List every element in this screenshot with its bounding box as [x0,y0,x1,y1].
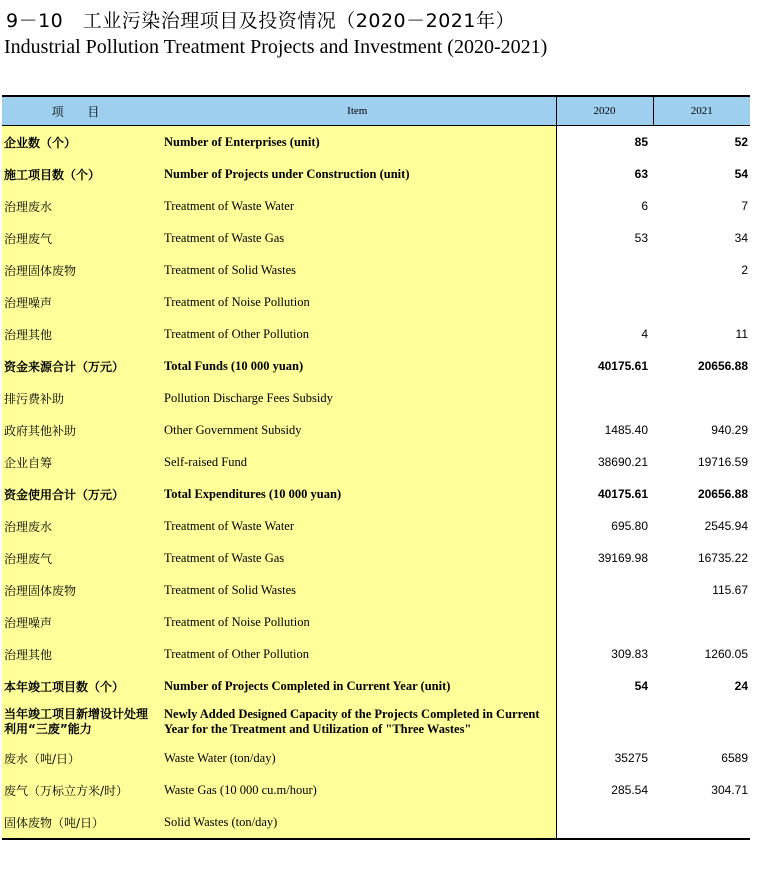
value-2021: 7 [741,199,748,213]
row-label-english: Treatment of Noise Pollution [159,606,556,638]
value-2020: 309.83 [556,638,653,670]
row-label-english: Treatment of Waste Gas [159,542,556,574]
row-label-english: Treatment of Waste Water [159,190,556,222]
value-2021: 54 [734,167,748,181]
value-2020: 40175.61 [556,478,653,510]
value-2020 [556,382,653,414]
row-label-english: Number of Enterprises (unit) [159,126,556,159]
value-2021: 11 [735,327,748,341]
table-row [2,126,750,159]
header-year-2021: 2021 [653,96,750,126]
page-title-english: Industrial Pollution Treatment Projects and Investment (2020-2021) [4,36,548,58]
table-row [2,542,750,574]
value-2020: 4 [556,318,653,350]
value-2021: 19716.59 [697,455,748,469]
row-label-chinese: 治理噪声 [2,286,159,318]
row-label-chinese: 资金使用合计（万元） [2,478,159,510]
row-label-english: Treatment of Other Pollution [159,638,556,670]
table-row [2,510,750,542]
value-2020: 40175.61 [556,350,653,382]
row-label-english: Treatment of Other Pollution [159,318,556,350]
row-label-english: Total Funds (10 000 yuan) [159,350,556,382]
row-label-english: Waste Water (ton/day) [159,742,556,774]
value-2020 [556,286,653,318]
value-2020: 6 [556,190,653,222]
table-row [2,606,750,638]
row-label-english: Number of Projects Completed in Current Year (unit) [159,670,556,702]
row-label-chinese: 企业数（个） [2,126,159,159]
value-2020: 85 [556,126,653,159]
row-label-chinese: 治理固体废物 [2,574,159,606]
row-label-chinese: 治理其他 [2,318,159,350]
value-2020: 35275 [556,742,653,774]
row-label-chinese: 治理废气 [2,542,159,574]
row-label-chinese: 治理噪声 [2,606,159,638]
value-2021: 2545.94 [704,519,748,533]
row-label-chinese: 治理废水 [2,510,159,542]
table-row [2,742,750,774]
row-label-chinese: 固体废物（吨/日） [2,806,159,839]
value-2021: 1260.05 [704,647,748,661]
row-label-english: Treatment of Noise Pollution [159,286,556,318]
value-2020 [556,606,653,638]
table-row [2,382,750,414]
table-row [2,638,750,670]
value-2021: 2 [741,263,748,277]
row-label-chinese: 治理固体废物 [2,254,159,286]
row-label-english: Other Government Subsidy [159,414,556,446]
row-label-english: Number of Projects under Construction (unit) [159,158,556,190]
table-row [2,702,750,742]
table-row [2,670,750,702]
value-2021: 52 [734,135,748,149]
value-2020 [556,254,653,286]
value-2021: 115.67 [712,583,748,597]
value-2020 [556,806,653,839]
value-2021: 6589 [721,751,748,765]
table-row [2,574,750,606]
table-row [2,318,750,350]
row-label-english: Solid Wastes (ton/day) [159,806,556,839]
table-row [2,222,750,254]
value-2021: 16735.22 [697,551,748,565]
value-2020: 54 [556,670,653,702]
value-2020: 63 [556,158,653,190]
header-year-2020: 2020 [556,96,653,126]
value-2020: 39169.98 [556,542,653,574]
row-label-chinese: 治理其他 [2,638,159,670]
value-2021: 304.71 [711,783,748,797]
value-2020: 38690.21 [556,446,653,478]
row-label-english: Waste Gas (10 000 cu.m/hour) [159,774,556,806]
value-2021 [653,806,750,839]
table-row [2,806,750,839]
value-2020: 53 [556,222,653,254]
value-2021 [653,702,750,742]
table-row [2,414,750,446]
row-label-chinese: 资金来源合计（万元） [2,350,159,382]
row-label-english: Treatment of Waste Gas [159,222,556,254]
value-2020: 695.80 [556,510,653,542]
table-row [2,286,750,318]
value-2021 [653,606,750,638]
page-title-chinese: 9－10 工业污染治理项目及投资情况（2020－2021年） [6,10,515,32]
value-2021: 20656.88 [697,359,748,373]
value-2021: 34 [734,231,748,245]
value-2021: 24 [734,679,748,693]
table-row [2,478,750,510]
row-label-chinese: 本年竣工项目数（个） [2,670,159,702]
value-2021 [653,286,750,318]
row-label-chinese: 企业自筹 [2,446,159,478]
table-row [2,350,750,382]
value-2020: 285.54 [556,774,653,806]
value-2021: 940.29 [711,423,748,437]
row-label-english: Treatment of Solid Wastes [159,574,556,606]
value-2021 [653,382,750,414]
table-row [2,446,750,478]
table-row [2,254,750,286]
row-label-english: Total Expenditures (10 000 yuan) [159,478,556,510]
row-label-english: Treatment of Waste Water [159,510,556,542]
row-label-chinese: 治理废气 [2,222,159,254]
row-label-chinese: 废气（万标立方米/时） [2,774,159,806]
value-2021: 20656.88 [697,487,748,501]
row-label-english: Pollution Discharge Fees Subsidy [159,382,556,414]
row-label-chinese: 当年竣工项目新增设计处理利用“三废”能力 [2,702,159,742]
table-row [2,158,750,190]
value-2020 [556,574,653,606]
value-2020: 1485.40 [556,414,653,446]
row-label-english: Newly Added Designed Capacity of the Projects Completed in Current Year for the Treatment and Utilization of "Three Wastes" [159,702,556,742]
header-item-english: Item [159,96,556,126]
row-label-chinese: 政府其他补助 [2,414,159,446]
table-header-row [2,96,750,126]
row-label-chinese: 排污费补助 [2,382,159,414]
row-label-chinese: 施工项目数（个） [2,158,159,190]
row-label-chinese: 治理废水 [2,190,159,222]
value-2020 [556,702,653,742]
row-label-english: Self-raised Fund [159,446,556,478]
header-item-chinese: 项 目 [2,96,159,126]
statistics-table [2,95,750,840]
table-row [2,190,750,222]
row-label-chinese: 废水（吨/日） [2,742,159,774]
row-label-english: Treatment of Solid Wastes [159,254,556,286]
table-row [2,774,750,806]
